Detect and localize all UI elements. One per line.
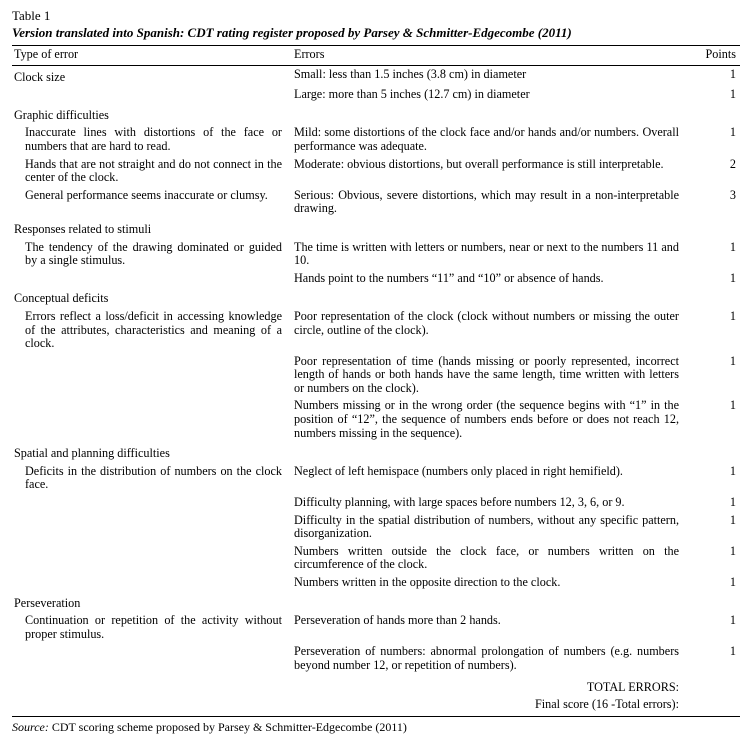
table-source xyxy=(12,717,740,735)
error-description-cell: Numbers written in the opposite direction to the clock. xyxy=(294,575,561,589)
points-cell: 1 xyxy=(729,613,736,628)
section-heading-row xyxy=(12,287,740,308)
error-type-cell xyxy=(12,397,292,442)
error-description-cell: Small: less than 1.5 inches (3.8 cm) in diameter xyxy=(294,66,527,81)
points-cell: 1 xyxy=(729,308,736,323)
error-type-text: Hands that are not straight and do not connect in the center of the clock. xyxy=(25,156,282,185)
points-cell: 2 xyxy=(729,156,736,171)
error-description-cell xyxy=(292,104,687,125)
points-cell: 1 xyxy=(729,512,736,527)
error-description-cell xyxy=(292,442,687,463)
error-description-cell: Difficulty in the spatial distribution of numbers, without any specific pattern, disorganization. xyxy=(294,512,679,541)
section-heading: Graphic difficulties xyxy=(14,107,109,122)
error-description-cell xyxy=(292,287,687,308)
points-cell: 1 xyxy=(729,353,736,368)
error-description-cell: Difficulty planning, with large spaces before numbers 12, 3, 6, or 9. xyxy=(294,495,625,510)
error-type-cell xyxy=(12,353,292,398)
section-heading: Conceptual deficits xyxy=(14,291,109,306)
total-errors-value xyxy=(687,675,740,697)
section-heading-row xyxy=(12,592,740,613)
error-type-cell xyxy=(12,512,292,543)
error-type-cell xyxy=(12,612,292,643)
table-row xyxy=(12,124,740,155)
points-cell xyxy=(687,287,740,308)
source-label: Source: xyxy=(12,719,49,734)
cdt-rating-table xyxy=(12,45,740,714)
table-row xyxy=(12,239,740,270)
error-description-cell: The time is written with letters or numbers, near or next to the numbers 11 and 10. xyxy=(294,239,679,268)
error-description-cell: Perseveration of hands more than 2 hands. xyxy=(294,613,501,628)
section-heading: Perseveration xyxy=(14,595,81,610)
error-description-cell xyxy=(292,218,687,239)
total-errors-row xyxy=(12,675,740,697)
error-description-cell: Numbers missing or in the wrong order (the sequence begins with “1” in the position of “12”, the sequence of numbers ends before or does not reach 12, numbers missing in the sequence). xyxy=(294,398,679,440)
error-description-cell: Large: more than 5 inches (12.7 cm) in diameter xyxy=(294,87,530,102)
table-row xyxy=(12,463,740,494)
error-type-cell xyxy=(12,643,292,674)
points-cell xyxy=(687,218,740,239)
points-cell: 1 xyxy=(729,495,736,510)
header-row xyxy=(12,46,740,66)
error-type-text: General performance seems inaccurate or clumsy. xyxy=(25,187,268,202)
table-row xyxy=(12,308,740,353)
points-cell: 1 xyxy=(729,270,736,285)
error-description-cell xyxy=(292,592,687,613)
error-type-cell: Clock size xyxy=(14,69,66,84)
error-description-cell: Hands point to the numbers “11” and “10” or absence of hands. xyxy=(294,270,604,285)
error-type-text: Inaccurate lines with distortions of the face or numbers that are hard to read. xyxy=(25,125,282,153)
error-type-text: Continuation or repetition of the activity without proper stimulus. xyxy=(25,613,282,641)
final-score-value xyxy=(687,696,740,714)
error-type-cell xyxy=(12,494,292,512)
points-cell: 1 xyxy=(729,66,736,81)
table-caption: Version translated into Spanish: CDT rating register proposed by Parsey & Schmitter-Edgecombe (2011) xyxy=(12,25,572,40)
section-heading: Responses related to stimuli xyxy=(14,221,152,236)
table-row xyxy=(12,397,740,442)
points-cell: 1 xyxy=(729,575,736,589)
table-row xyxy=(12,512,740,543)
error-type-cell xyxy=(12,270,292,288)
section-heading-row xyxy=(12,104,740,125)
points-cell xyxy=(687,592,740,613)
source-text: CDT scoring scheme proposed by Parsey & Schmitter-Edgecombe (2011) xyxy=(48,719,407,734)
table-row xyxy=(12,187,740,218)
points-cell xyxy=(687,442,740,463)
table-row xyxy=(12,156,740,187)
error-description-cell: Serious: Obvious, severe distortions, which may result in a non-interpretable drawing. xyxy=(294,187,679,216)
error-type-text: Errors reflect a loss/deficit in accessing knowledge of the attributes, characteristics and meaning of a clock. xyxy=(25,308,282,351)
error-type-text: Deficits in the distribution of numbers on the clock face. xyxy=(25,463,282,492)
spacer-cell xyxy=(12,675,292,697)
table-row xyxy=(12,86,740,104)
error-description-cell: Poor representation of time (hands missing or poorly represented, incorrect length of hands or both hands have the same length, time written with letters or numbers on the clock). xyxy=(294,353,679,395)
table-row xyxy=(12,574,740,592)
table-number: Table 1 xyxy=(12,8,51,23)
table-row xyxy=(12,543,740,574)
points-cell: 1 xyxy=(729,125,736,140)
error-type-cell xyxy=(12,156,292,187)
error-type-cell xyxy=(12,543,292,574)
final-score-label: Final score (16 -Total errors): xyxy=(535,697,679,712)
error-description-cell: Numbers written outside the clock face, or numbers written on the circumference of the clock. xyxy=(294,543,679,572)
points-cell: 1 xyxy=(729,398,736,413)
column-header-errors: Errors xyxy=(292,46,687,66)
total-errors-label: TOTAL ERRORS: xyxy=(586,679,679,694)
table-row xyxy=(12,643,740,674)
points-cell xyxy=(687,104,740,125)
points-cell: 1 xyxy=(729,543,736,558)
table-row xyxy=(12,612,740,643)
error-type-cell xyxy=(12,308,292,353)
column-header-points: Points xyxy=(687,46,740,66)
table-header xyxy=(12,46,740,66)
table-row xyxy=(12,353,740,398)
column-header-type: Type of error xyxy=(12,46,292,66)
points-cell: 1 xyxy=(729,87,736,102)
error-type-cell xyxy=(12,86,292,104)
points-cell: 1 xyxy=(729,463,736,478)
final-score-row xyxy=(12,696,740,714)
table-row xyxy=(12,65,740,86)
points-cell: 1 xyxy=(729,644,736,659)
points-cell: 3 xyxy=(729,187,736,202)
error-description-cell: Moderate: obvious distortions, but overall performance is still interpretable. xyxy=(294,156,664,171)
error-type-cell xyxy=(12,124,292,155)
error-description-cell: Perseveration of numbers: abnormal prolongation of numbers (e.g. numbers beyond number 12, or repetition of numbers). xyxy=(294,644,679,672)
spacer-cell xyxy=(12,696,292,714)
table-body xyxy=(12,65,740,714)
error-type-cell xyxy=(12,574,292,592)
table-row xyxy=(12,270,740,288)
error-description-cell: Poor representation of the clock (clock without numbers or missing the outer circle, outline of the clock). xyxy=(294,308,679,337)
error-type-cell xyxy=(12,463,292,494)
section-heading-row xyxy=(12,218,740,239)
error-description-cell: Mild: some distortions of the clock face and/or hands and/or numbers. Overall performance was adequate. xyxy=(294,125,679,153)
error-description-cell: Neglect of left hemispace (numbers only placed in right hemifield). xyxy=(294,463,623,478)
error-type-cell xyxy=(12,239,292,270)
points-cell: 1 xyxy=(729,239,736,254)
error-type-cell xyxy=(12,187,292,218)
section-heading: Spatial and planning difficulties xyxy=(14,446,170,461)
error-type-text: The tendency of the drawing dominated or guided by a single stimulus. xyxy=(25,239,282,268)
section-heading-row xyxy=(12,442,740,463)
table-row xyxy=(12,494,740,512)
